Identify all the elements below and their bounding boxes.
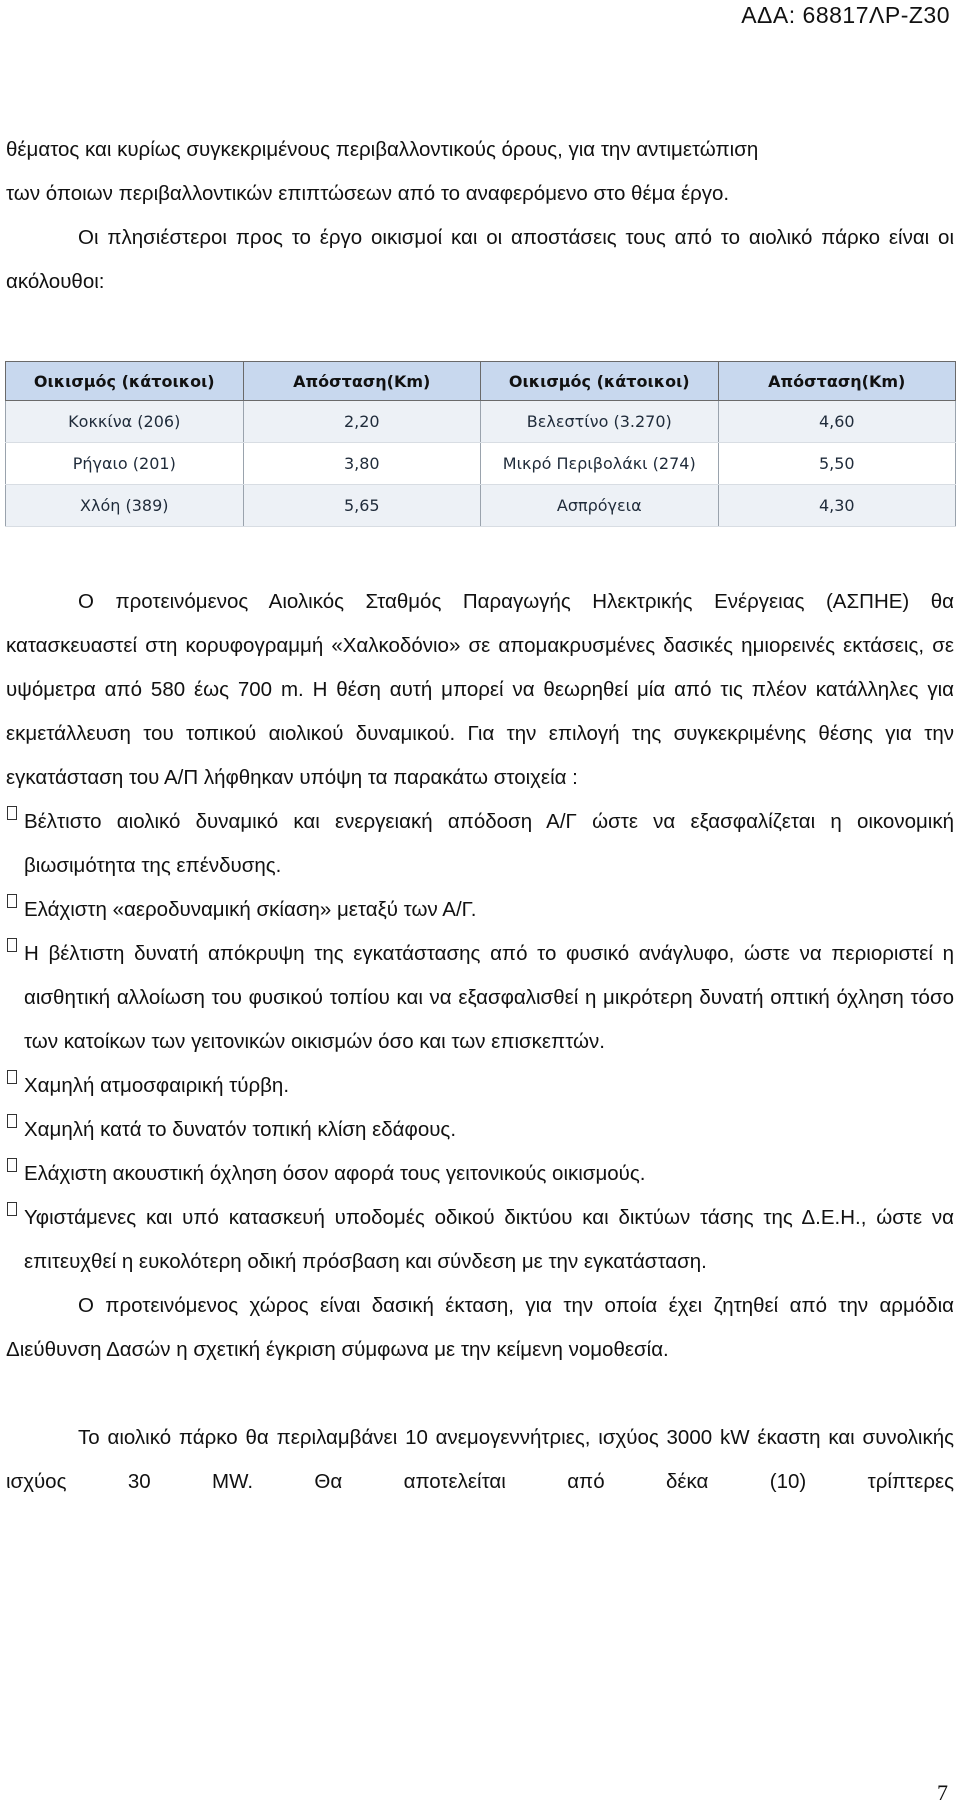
checkbox-icon [7,938,17,952]
list-item-text: Βέλτιστο αιολικό δυναμικό και ενεργειακή απόδοση Α/Γ ώστε να εξασφαλίζεται η οικονομική βιωσιμότητα της επένδυσης. [24,810,954,877]
list-item [6,1196,954,1284]
intro-line-1: θέματος και κυρίως συγκεκριμένους περιβαλλοντικούς όρους, για την αντιμετώπιση [6,138,759,161]
table-row [6,443,956,485]
table-cell: 5,50 [718,443,956,485]
table-cell: 4,30 [718,485,956,527]
list-item [6,1152,954,1196]
list-item [6,1064,954,1108]
table-cell: 4,60 [718,401,956,443]
checkbox-icon [7,1114,17,1128]
list-item-text: Ελάχιστη «αεροδυναμική σκίαση» μεταξύ των Α/Γ. [24,898,477,921]
list-item-text: Ελάχιστη ακουστική όχληση όσον αφορά τους γειτονικούς οικισμούς. [24,1162,646,1185]
table-cell: Βελεστίνο (3.270) [481,401,719,443]
checkbox-icon [7,1158,17,1172]
header-distance-1: Απόσταση(Km) [243,362,481,401]
list-item-text: Υφιστάμενες και υπό κατασκευή υποδομές οδικού δικτύου και δικτύων τάσης της Δ.Ε.Η., ώστε να επιτευχθεί η ευκολότερη οδική πρόσβαση και σύνδεση με την εγκατάσταση. [24,1206,954,1273]
table-header-row [6,362,956,401]
paragraph-site-description: Ο προτεινόμενος Αιολικός Σταθμός Παραγωγής Ηλεκτρικής Ενέργειας (ΑΣΠΗΕ) θα κατασκευαστεί στη κορυφογραμμή «Χαλκοδόνιο» σε απομακρυσμένες δασικές ημιορεινές εκτάσεις, σε υψόμετρα από 580 έως 700 m. Η θέση αυτή μπορεί να θεωρηθεί μία από τις πλέον κατάλληλες για εκμετάλλευση του τοπικού αιολικού δυναμικού. Για την επιλογή της συγκεκριμένης θέσης για την εγκατάσταση του Α/Π λήφθηκαν υπόψη τα παρακάτω στοιχεία : [6,590,954,789]
settlements-distance-table [5,361,956,527]
list-item-text: Χαμηλή κατά το δυνατόν τοπική κλίση εδάφους. [24,1118,457,1141]
checkbox-icon [7,1202,17,1216]
paragraph-wind-park: Το αιολικό πάρκο θα περιλαμβάνει 10 ανεμογεννήτριες, ισχύος 3000 kW έκαστη και συνολικής ισχύος 30 MW. Θα αποτελείται από δέκα (10) τρίπτερες [6,1426,954,1493]
distance-table [5,361,956,527]
list-item [6,932,954,1064]
list-item-text: Η βέλτιστη δυνατή απόκρυψη της εγκατάστασης από το φυσικό ανάγλυφο, ώστε να περιοριστεί η αισθητική αλλοίωση του φυσικού τοπίου και να εξασφαλισθεί η μικρότερη δυνατή οπτική όχληση τόσο των κατοίκων των γειτονικών οικισμών όσο και των επισκεπτών. [24,942,954,1053]
paragraph-forest-approval: Ο προτεινόμενος χώρος είναι δασική έκταση, για την οποία έχει ζητηθεί από την αρμόδια Διεύθυνση Δασών η σχετική έγκριση σύμφωνα με την κείμενη νομοθεσία. [6,1294,954,1361]
table-row [6,485,956,527]
checkbox-icon [7,1070,17,1084]
table-row [6,401,956,443]
list-item-text: Χαμηλή ατμοσφαιρική τύρβη. [24,1074,290,1097]
table-cell: 2,20 [243,401,481,443]
table-cell: Κοκκίνα (206) [6,401,244,443]
list-item [6,800,954,888]
checkbox-icon [7,806,17,820]
header-distance-2: Απόσταση(Km) [718,362,956,401]
list-item [6,888,954,932]
header-settlement-1: Οικισμός (κάτοικοι) [6,362,244,401]
intro-block [6,128,954,304]
table-cell: 3,80 [243,443,481,485]
ada-code: ΑΔΑ: 68817ΛΡ-Ζ30 [741,2,950,28]
criteria-list [6,800,954,1284]
main-body [6,580,954,1504]
page-number: 7 [937,1780,948,1805]
checkbox-icon [7,894,17,908]
intro-paragraph-2: Οι πλησιέστεροι προς το έργο οικισμοί και οι αποστάσεις τους από το αιολικό πάρκο είναι οι ακόλουθοι: [6,226,954,293]
table-cell: Μικρό Περιβολάκι (274) [481,443,719,485]
header-settlement-2: Οικισμός (κάτοικοι) [481,362,719,401]
blank-line [6,1372,954,1416]
table-cell: Χλόη (389) [6,485,244,527]
table-cell: 5,65 [243,485,481,527]
list-item [6,1108,954,1152]
intro-line-2: των όποιων περιβαλλοντικών επιπτώσεων από το αναφερόμενο στο θέμα έργο. [6,182,730,205]
table-cell: Ασπρόγεια [481,485,719,527]
table-cell: Ρήγαιο (201) [6,443,244,485]
